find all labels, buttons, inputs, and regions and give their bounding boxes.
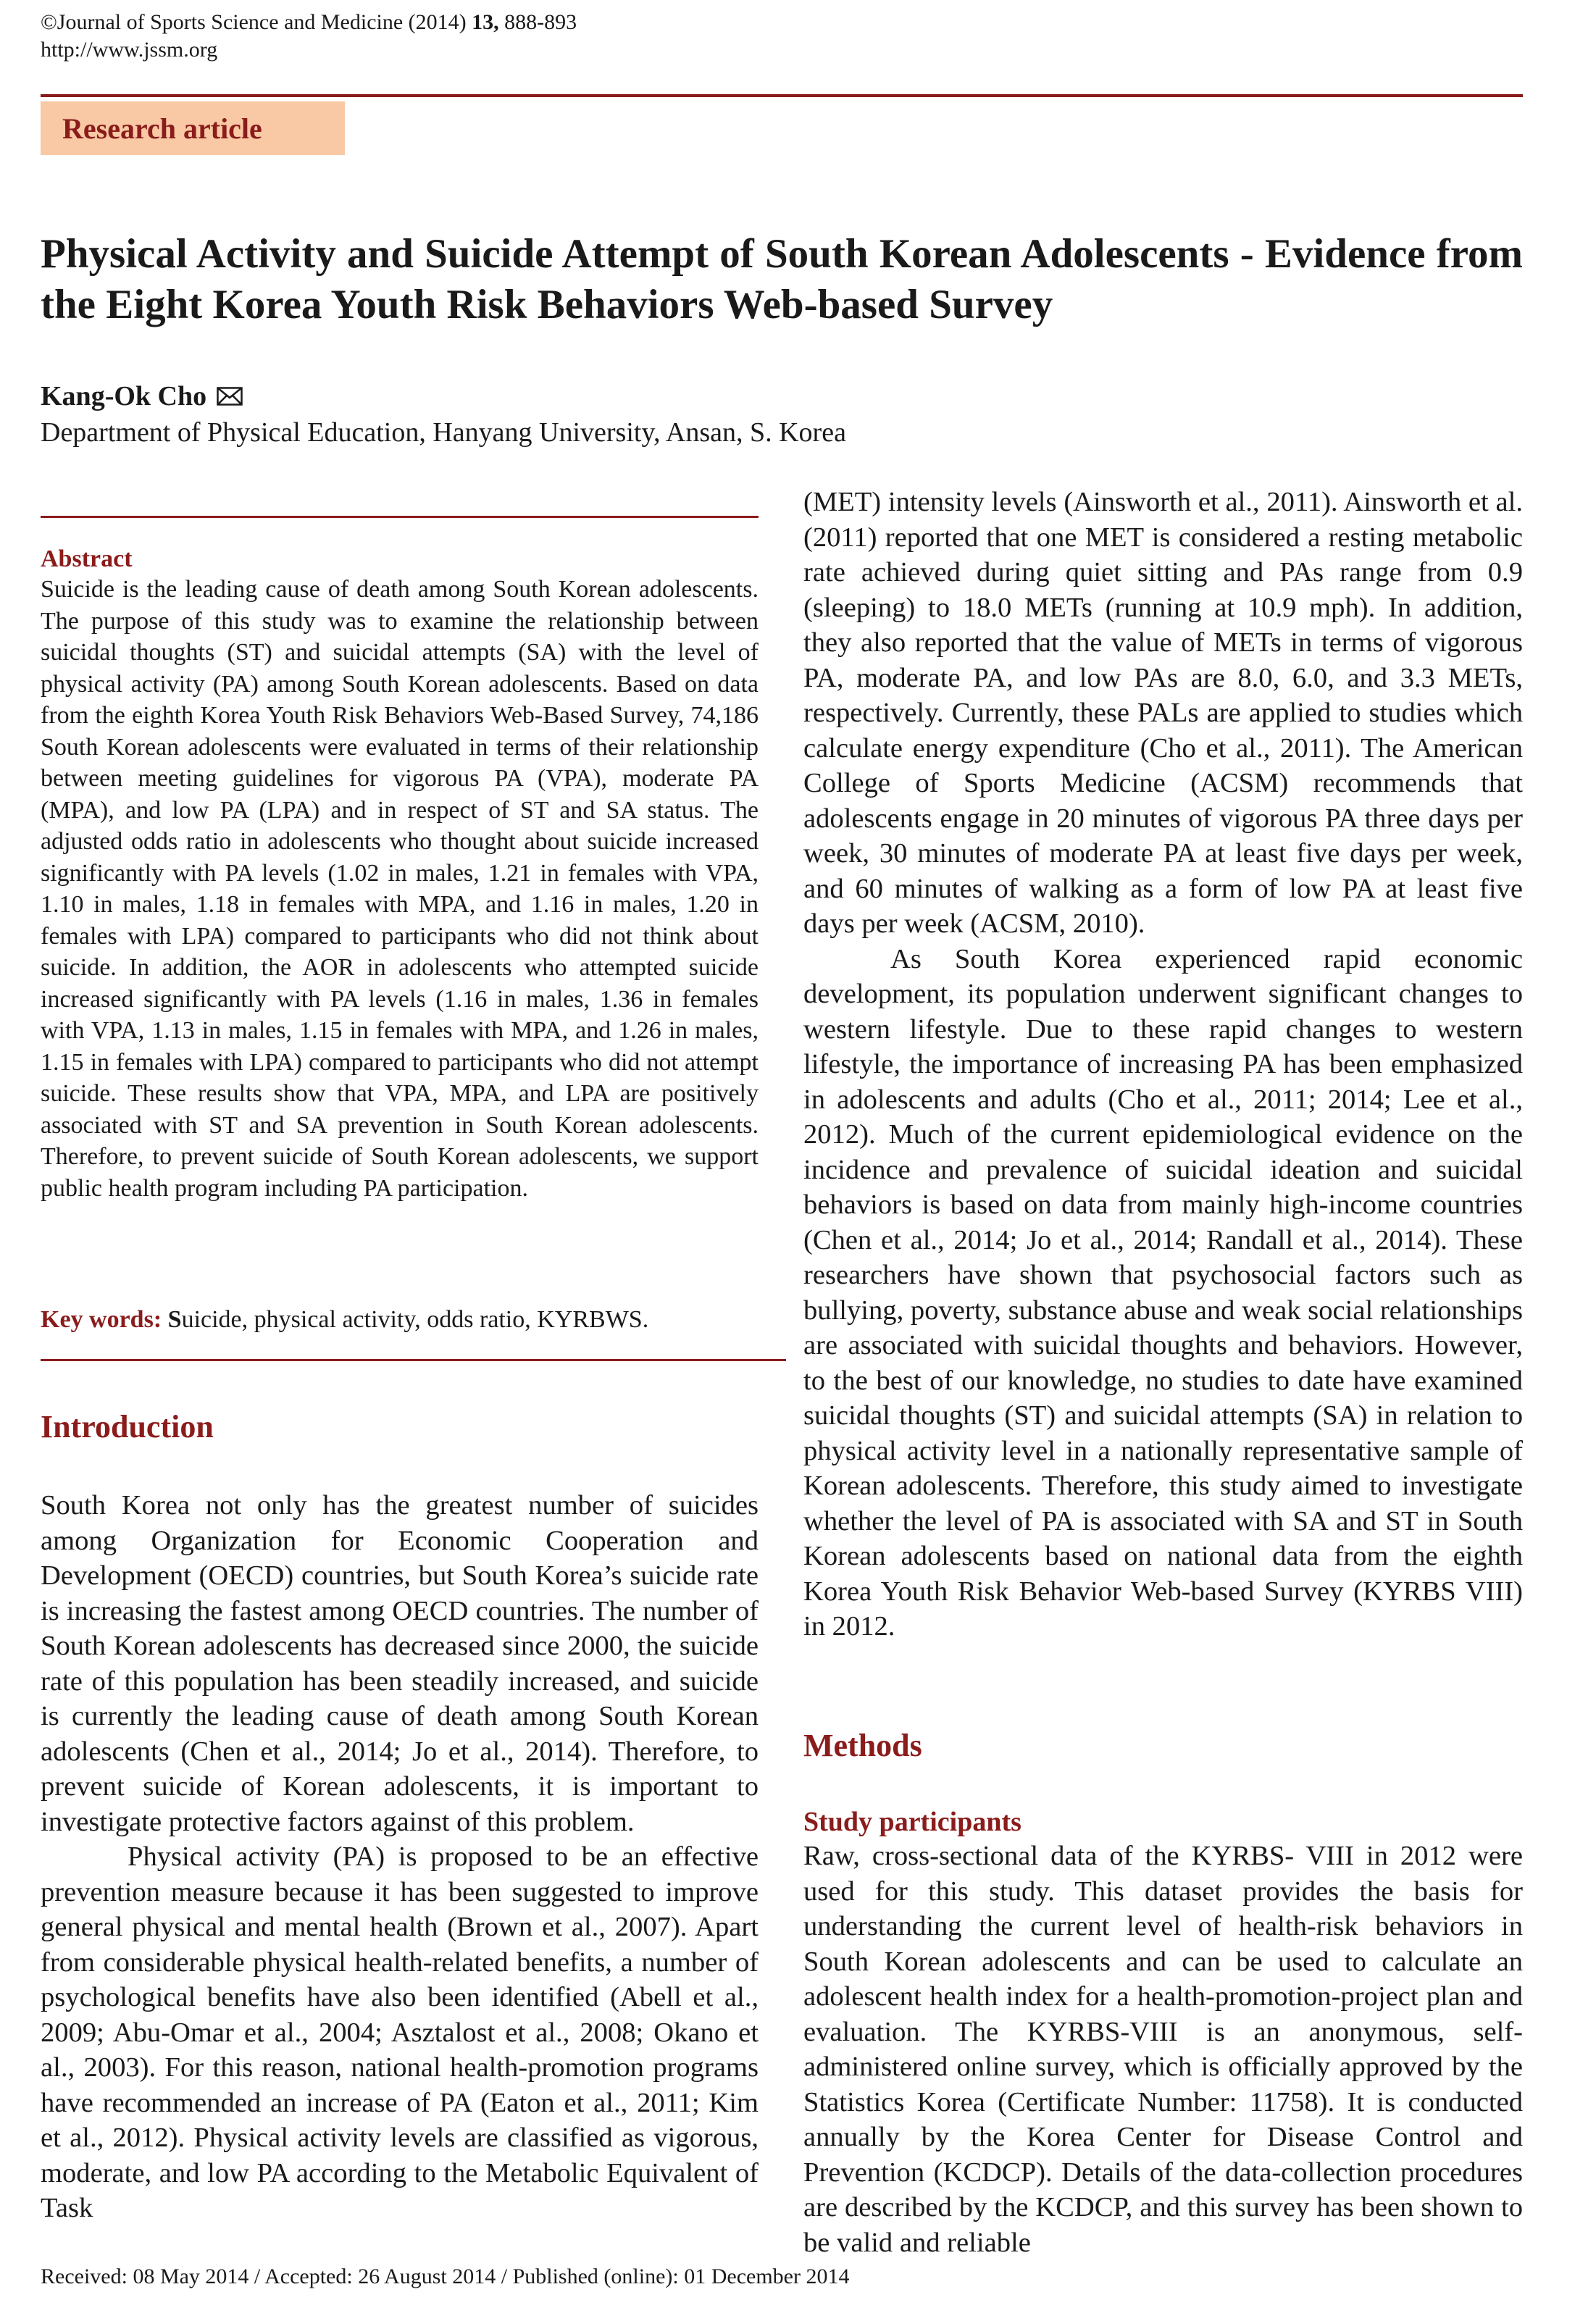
abstract-text: Suicide is the leading cause of death among South Korean adolescents. The purpose of this study was to examine the relationship between suicidal thoughts (ST) and suicidal attempts (SA) with the level of physical activity (PA) among South Korean adolescents. Based on data from the eighth Korea Youth Risk Behaviors Web-Based Survey, 74,186 South Korean adolescents were evaluated in terms of their relationship between meeting guidelines for vigorous PA (VPA), moderate PA (MPA), and low PA (LPA) and in respect of ST and SA status. The adjusted odds ratio in adolescents who thought about suicide increased significantly with PA levels (1.02 in males, 1.21 in females with VPA, 1.10 in males, 1.18 in females with MPA, and 1.16 in males, 1.20 in females with LPA) compared to participants who did not think about suicide. In addition, the AOR in adolescents who attempted suicide increased significantly with PA levels (1.16 in males, 1.36 in females with VPA, 1.13 in males, 1.15 in females with MPA, and 1.26 in males, 1.15 in females with LPA) compared to participants who did not attempt suicide. These results show that VPA, MPA, and LPA are positively associated with ST and SA prevention in South Korean adolescents. Therefore, to prevent suicide of South Korean adolescents, we support public health program including PA participation. [41, 576, 759, 1202]
introduction-heading: Introduction [41, 1409, 214, 1444]
abstract-bottom-rule [41, 1359, 786, 1361]
journal-citation [41, 9, 577, 36]
keywords [41, 1305, 648, 1334]
intro-heading-wrap [41, 1408, 759, 1446]
author-line [41, 380, 243, 413]
right-column-body [803, 485, 1523, 1644]
keywords-label: Key words: [41, 1306, 162, 1333]
article-type-label: Research article [62, 112, 262, 145]
journal-name: ©Journal of Sports Science and Medicine (2014) [41, 10, 472, 34]
methods-heading-wrap [803, 1727, 1523, 1765]
author-affiliation: Department of Physical Education, Hanyang University, Ansan, S. Korea [41, 417, 846, 448]
intro-paragraph-1: South Korea not only has the greatest number of suicides among Organization for Economic Cooperation and Development (OECD) countries, but South Korea’s suicide rate is increasing the fastest among OECD countries. The number of South Korean adolescents has decreased since 2000, the suicide rate of this population has been steadily increased, and suicide is currently the leading cause of death among South Korean adolescents (Chen et al., 2014; Jo et al., 2014). Therefore, to prevent suicide of Korean adolescents, it is important to investigate protective factors against of this problem. [41, 1490, 759, 1837]
intro-paragraph-4: As South Korea experienced rapid economic development, its population underwent significant changes to western lifestyle. Due to these rapid changes to western lifestyle, the importance of increasing PA has been emphasized in adolescents and adults (Cho et al., 2011; 2014; Lee et al., 2012). Much of the current epidemiological evidence on the incidence and prevalence of suicidal ideation and suicidal behaviors is based on data from mainly high-income countries (Chen et al., 2014; Jo et al., 2014; Randall et al., 2014). These researchers have shown that psychosocial factors such as bullying, poverty, substance abuse and weak social relationships are associated with suicidal thoughts and behaviors. However, to the best of our knowledge, no studies to date have examined suicidal thoughts (ST) and suicidal attempts (SA) in relation to physical activity level in a nationally representative sample of Korean adolescents. Therefore, this study aimed to investigate whether the level of PA is associated with SA and ST in South Korean adolescents based on national data from the eighth Korea Youth Risk Behavior Web-based Survey (KYRBS VIII) in 2012. [803, 943, 1523, 1642]
journal-url[interactable]: http://www.jssm.org [41, 38, 218, 62]
intro-paragraph-2: Physical activity (PA) is proposed to be an effective prevention measure because it has been suggested to improve general physical and mental health (Brown et al., 2007). Apart from considerable physical health-related benefits, a number of psychological benefits have also been identified (Abell et al., 2009; Abu-Omar et al., 2004; Asztalost et al., 2008; Okano et al., 2003). For this reason, national health-promotion programs have recommended an increase of PA (Eaton et al., 2011; Kim et al., 2012). Physical activity levels are classified as vigorous, moderate, and low PA according to the Metabolic Equivalent of Task [41, 1841, 759, 2223]
author-name: Kang-Ok Cho [41, 381, 207, 411]
header-divider [41, 94, 1523, 97]
methods-paragraph-1: Raw, cross-sectional data of the KYRBS- VIII in 2012 were used for this study. This dataset provides the basis for understanding the current level of health-risk behaviors in South Korean adolescents and can be used to calculate an adolescent health index for a health-promotion-project plan and evaluation. The KYRBS-VIII is an anonymous, self-administered online survey, which is officially approved by the Statistics Korea (Certificate Number: 11758). It is conducted annually by the Korea Center for Disease Control and Prevention (KCDCP). Details of the data-collection procedures are described by the KCDCP, and this survey has been shown to be valid and reliable [803, 1841, 1523, 2258]
publication-dates: Received: 08 May 2014 / Accepted: 26 August 2014 / Published (online): 01 December 2014 [41, 2265, 850, 2288]
study-participants-heading: Study participants [803, 1807, 1021, 1837]
intro-paragraph-3: (MET) intensity levels (Ainsworth et al., 2011). Ainsworth et al. (2011) reported that one MET is considered a resting metabolic rate achieved during quiet sitting and PAs range from 0.9 (sleeping) to 18.0 METs (running at 10.9 mph). In addition, they also reported that the value of METs in terms of vigorous PA, moderate PA, and low PAs are 8.0, 6.0, and 3.3 METs, respectively. Currently, these PALs are applied to studies which calculate energy expenditure (Cho et al., 2011). The American College of Sports Medicine (ACSM) recommends that adolescents engage in 20 minutes of vigorous PA three days per week, 30 minutes of moderate PA at least five days per week, and 60 minutes of walking as a form of low PA at least five days per week (ACSM, 2010). [803, 487, 1523, 939]
paper-title: Physical Activity and Suicide Attempt of South Korean Adolescents - Evidence from the Eight Korea Youth Risk Behaviors Web-based Survey [41, 231, 1523, 327]
abstract-heading: Abstract [41, 545, 133, 572]
study-participants-wrap [803, 1805, 1523, 1839]
journal-pages: 888-893 [498, 10, 577, 34]
envelope-icon[interactable] [217, 387, 243, 406]
left-column-body [41, 1488, 759, 2226]
methods-heading: Methods [803, 1728, 922, 1763]
abstract-top-rule [41, 516, 759, 518]
keywords-initial: S [167, 1306, 182, 1333]
keywords-list: uicide, physical activity, odds ratio, KYRBWS. [181, 1306, 649, 1333]
journal-volume: 13, [472, 10, 499, 34]
article-type-badge [41, 101, 345, 155]
methods-body [803, 1839, 1523, 2260]
